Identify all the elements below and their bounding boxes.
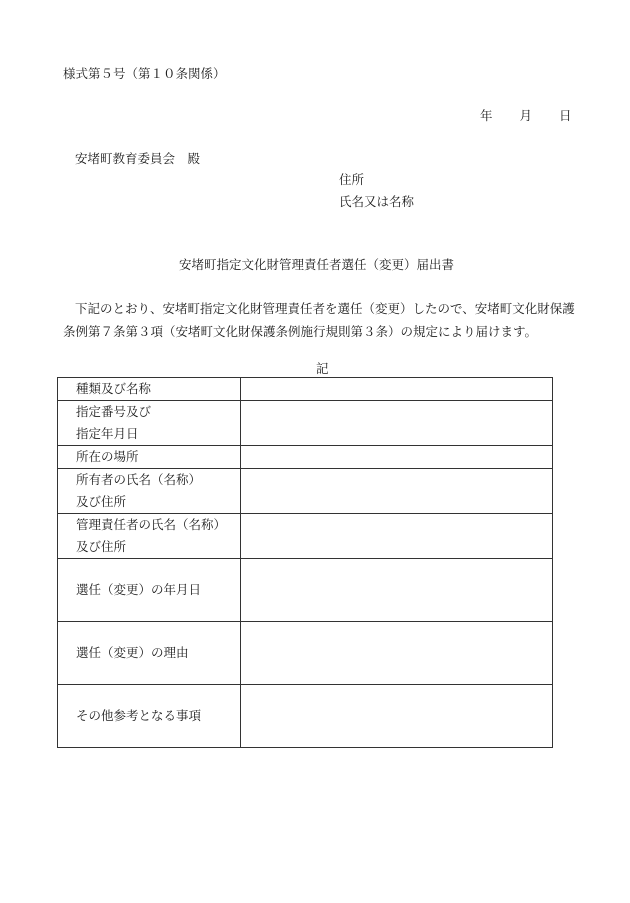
- table-row: [58, 401, 553, 446]
- row-label-line: 選任（変更）の理由: [76, 645, 189, 660]
- date-month-label: 月: [519, 108, 533, 123]
- table-row: [58, 559, 553, 622]
- form-number: 様式第５号（第１０条関係）: [63, 66, 226, 81]
- date-line: [480, 110, 572, 123]
- row-value: [241, 378, 553, 401]
- table-row: [58, 378, 553, 401]
- address-label: 住所: [339, 172, 365, 187]
- addressee: 安堵町教育委員会 殿: [75, 151, 201, 166]
- name-label: 氏名又は名称: [339, 194, 415, 209]
- row-value: [241, 685, 553, 748]
- row-label-line: 種類及び名称: [76, 381, 152, 396]
- row-value: [241, 622, 553, 685]
- body-line-2: 条例第７条第３項（安堵町文化財保護条例施行規則第３条）の規定により届けます。: [63, 324, 538, 339]
- row-label: [58, 559, 241, 622]
- table-row: [58, 685, 553, 748]
- row-label: [58, 469, 241, 514]
- document-title: 安堵町指定文化財管理責任者選任（変更）届出書: [179, 257, 455, 272]
- row-label-line: 管理責任者の氏名（名称）: [76, 517, 227, 532]
- row-label-line: 所有者の氏名（名称）: [76, 472, 202, 487]
- row-value: [241, 446, 553, 469]
- row-label: [58, 378, 241, 401]
- body-line-1: 下記のとおり、安堵町指定文化財管理責任者を選任（変更）したので、安堵町文化財保護: [75, 301, 575, 316]
- table-row: [58, 446, 553, 469]
- row-label-line: 所在の場所: [76, 449, 139, 464]
- table-row: [58, 469, 553, 514]
- row-label: [58, 446, 241, 469]
- table-row: [58, 514, 553, 559]
- row-label-line: 選任（変更）の年月日: [76, 582, 202, 597]
- row-label: [58, 685, 241, 748]
- row-value: [241, 401, 553, 446]
- row-value: [241, 559, 553, 622]
- row-label-line: 指定番号及び: [76, 404, 152, 419]
- form-table: [57, 377, 553, 748]
- row-value: [241, 514, 553, 559]
- table-row: [58, 622, 553, 685]
- row-label: [58, 514, 241, 559]
- row-label: [58, 622, 241, 685]
- row-value: [241, 469, 553, 514]
- ki-label: 記: [316, 361, 329, 376]
- row-label-line: 指定年月日: [76, 426, 139, 441]
- row-label-line: 及び住所: [76, 539, 127, 554]
- row-label-line: 及び住所: [76, 494, 127, 509]
- body-text: [63, 297, 583, 343]
- row-label: [58, 401, 241, 446]
- date-day-label: 日: [559, 108, 572, 123]
- row-label-line: その他参考となる事項: [76, 708, 202, 723]
- date-year-label: 年: [480, 108, 493, 123]
